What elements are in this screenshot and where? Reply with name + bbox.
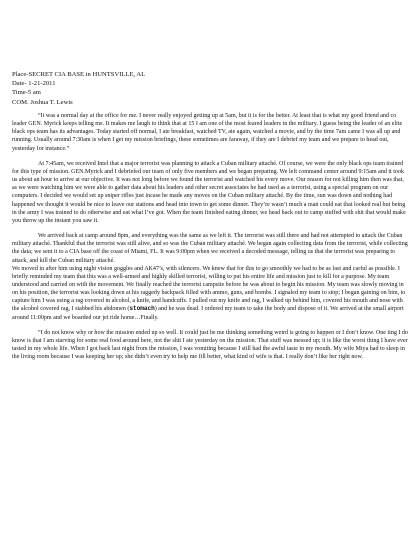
paragraph-camp: We arrived back at camp around 8pm, and everything was the same as we left it. The terrorist was still there and had not attempted to attack the Cuban military attaché. Thankful that the terrorist was still alive, and so was the Cuban military attaché. We began again collecting data from the terrorist, while collecting the data; we sent it to a CIA base off the coast of Miami, FL. It was 9:00pm when we received a decoded message, telling us that the terrorist was preparing to attack, and kill the Cuban military attaché.	[12, 233, 408, 264]
time-line: Time-5 am	[12, 89, 41, 97]
report-header	[12, 70, 145, 107]
stomach-word: stomach	[129, 305, 155, 313]
report-body	[12, 112, 408, 368]
capture-text-end: ) and he was dead. I ordered my team to take the body and dispose of it. We arrived at the small airport around 11:00pm and we boarded our jet ride home…Finally.	[12, 306, 404, 321]
paragraph-intel: At 7:45am, we received Intel that a major terrorist was planning to attack a Cuban military attaché. Of course, we were the only black ops team trained for this type of mission. GEN.Myrick and I debriefed our team of only five members and we began preparing. We left command center around 9:15am and it took us about an hour to arrive at our objective. It was not long before we found the terrorist and watched his every move. Our reason for not killing him then was that, as we were watching him we were able to gather data about his leaders and other secret associates he had used as a terrorist, using a special program on our computers. I decided we would set up sniper rifles just incase he made any moves on the Cuban military attaché. By the time, sun was down and nothing had happened we thought it would be nice to leave our stations and head into town to get some dinner. They’re wasn’t much a man could eat that looked real but being in the army I was trained to do otherwise and eat what I’ve got. When the team finished eating dinner, we head back out to camp stuffed with shit that would make you throw up the instant you saw it.	[12, 160, 406, 224]
date-line: Date- 1-21-2011	[12, 80, 56, 88]
commander-line: COM. Joshua T. Lewis	[12, 98, 73, 106]
capture-text-start: We moved in after him using night vision goggles and AK47’s, with silencers. We knew that for this to go smoothly we had to be as fast and carful as possible. I briefly reminded my team that this was a well-armed and highly skilled terrorist, willing to put his entire life and mission just to kill for a purpose. My team understood and carried on with the movement. We finally reached the terrorist campsite before he was about to begin his mission. My team was slowly moving in on his position, the terrorist was looking down at his raggedy backpack filled with ammo, guns, and bombs. I signaled my team to stop; I began gaining on him, to capture him I was using a rag covered in alcohol, a knife, and handcuffs. I pulled out my knife and rag, I walked up behind him, covered his mouth and nose with the alcohol covered rag, I stabbed his abdomen (	[12, 265, 406, 313]
paragraph-capture	[12, 265, 408, 322]
paragraph-aftermath: “I do not know why or how the mission ended up so well. It could just be me thinking something weird is going to happen or I don’t know. One ting I do know is that I am starving for some real food around here, not the shit I ate yesterday on the mission. That stuff was messed up; it is like the worst thing I have ever tasted in my whole life. When I got back last night from the mission, I was vomiting because I still had the awful taste in my mouth. My wife Miya had to sleep in the living room because I was keeping her up; she didn’t even try to help me fill better, what kind of wife is that. I really don’t like her right now.	[12, 329, 408, 361]
place-line: Place-SECRET CIA BASE in HUNTSVILLE, AL	[12, 71, 146, 78]
paragraph-intro: “It was a normal day at the office for me. I never really enjoyed getting up at 5am, but it is for the better. At least that is what my good friend and co leader GEN. Myrick keeps telling me. It makes me laugh to think that at 15 I am one of the most feared leaders in the military. I guess being the leader of an elite black ops team has its advantages. Today started off normal, I ate breakfast, watched TV, ate again, watched a movie, and by the time 7am came I was all up and running. Usually around 7:30am is when I get my mission briefings, these sometimes are faraway, if they are I debrief my team and we prepare to head out, yesterday for instance.”	[12, 113, 403, 152]
